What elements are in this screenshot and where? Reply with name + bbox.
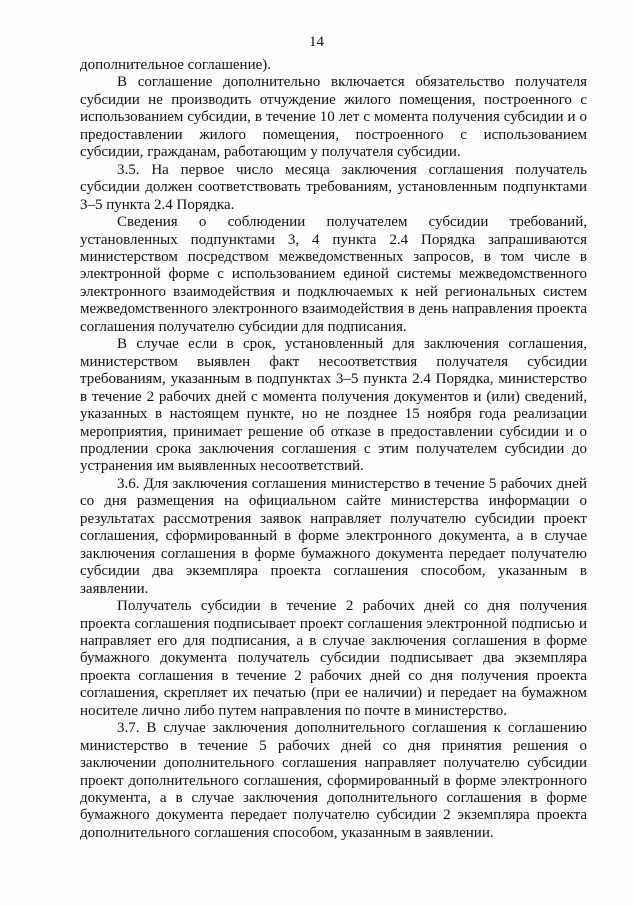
paragraph-signing: Получатель субсидии в течение 2 рабочих дней со дня получения проекта соглашения подписывает проект соглашения электронной подписью и направляет его для подписания, а в случае заключения соглашения в форме бумажного документа получатель субсидии подписывает два экземпляра проекта соглашения в течение 2 рабочих дней со дня получения проекта соглашения, скрепляет их печатью (при ее наличии) и передает на бумажном носителе лично либо путем направления по почте в министерство.	[80, 598, 587, 719]
page-number: 14	[309, 34, 324, 50]
document-body	[80, 57, 587, 842]
paragraph-3-6: 3.6. Для заключения соглашения министерство в течение 5 рабочих дней со дня размещения на официальном сайте министерства информации о результатах рассмотрения заявок направляет получателю субсидии проект соглашения, сформированный в форме электронного документа, а в случае заключения соглашения в форме бумажного документа передает получателю субсидии два экземпляра проекта соглашения способом, указанным в заявлении.	[80, 475, 587, 597]
paragraph-nonconformity: В случае если в срок, установленный для заключения соглашения, министерством выявлен факт несоответствия получателя субсидии требованиям, указанным в подпунктах 3–5 пункта 2.4 Порядка, министерство в течение 2 рабочих дней с момента получения документов и (или) сведений, указанных в настоящем пункте, но не позднее 15 ноября года реализации мероприятия, принимает решение об отказе в предоставлении субсидии и о продлении срока заключения соглашения с этим получателем субсидии до устранения им выявленных несоответствий.	[80, 336, 587, 475]
paragraph-3-5: 3.5. На первое число месяца заключения соглашения получатель субсидии должен соответствовать требованиям, установленным подпунктами 3–5 пункта 2.4 Порядка.	[80, 161, 587, 213]
paragraph-obligation-no-alienation: В соглашение дополнительно включается обязательство получателя субсидии не производить отчуждение жилого помещения, построенного с использованием субсидии, в течение 10 лет с момента получения субсидии и о предоставлении жилого помещения, построенного с использованием субсидии, гражданам, работающим у получателя субсидии.	[80, 74, 587, 161]
paragraph-3-7: 3.7. В случае заключения дополнительного соглашения к соглашению министерство в течение 5 рабочих дней со дня принятия решения о заключении дополнительного соглашения направляет получателю субсидии проект дополнительного соглашения, сформированный в форме электронного документа, а в случае заключения дополнительного соглашения в форме бумажного документа передает получателю субсидии 2 экземпляра проекта дополнительного соглашения способом, указанным в заявлении.	[80, 720, 587, 841]
paragraph-interagency-requests: Сведения о соблюдении получателем субсидии требований, установленных подпунктами 3, 4 пункта 2.4 Порядка запрашиваются министерством посредством межведомственных запросов, в том числе в электронной форме с использованием единой системы межведомственного электронного взаимодействия и подключаемых к ней региональных систем межведомственного электронного взаимодействия в день направления проекта соглашения получателю субсидии для подписания.	[80, 214, 587, 335]
paragraph-continuation: дополнительное соглашение).	[80, 57, 272, 73]
